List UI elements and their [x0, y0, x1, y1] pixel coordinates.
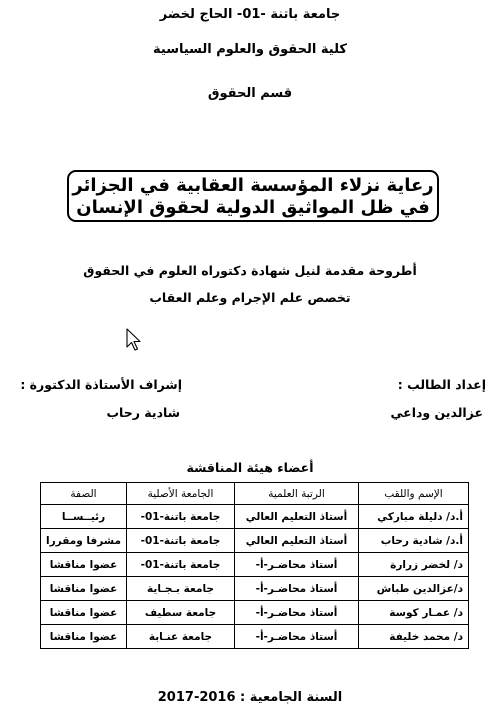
member-rank: أستاذ محاضـر-أ-: [235, 553, 359, 577]
table-row: [41, 529, 469, 553]
academic-year: السنة الجامعية : 2016-2017: [157, 690, 343, 705]
member-university: جامعة سطيف: [127, 601, 235, 625]
member-rank: أستاذ محاضـر-أ-: [235, 601, 359, 625]
student-name: عزالدين وداعي: [390, 405, 483, 420]
thesis-degree: أطروحة مقدمة لنيل شهادة دكتوراه العلوم في الحقوق: [83, 263, 417, 278]
table-row: [41, 505, 469, 529]
member-name: د/ محمد خليفة: [359, 625, 469, 649]
column-header: الرتبة العلمية: [235, 483, 359, 505]
member-name: أ.د/ دليلة مباركي: [359, 505, 469, 529]
member-name: د/ لخضر زرارة: [359, 553, 469, 577]
column-header: الإسم واللقب: [359, 483, 469, 505]
table-row: [41, 577, 469, 601]
university-name: جامعة باتنة -01- الحاج لخضر: [159, 7, 341, 22]
committee-heading: أعضاء هيئة المناقشة: [186, 460, 314, 475]
member-role: عضوا مناقشا: [41, 625, 127, 649]
faculty-name: كلية الحقوق والعلوم السياسية: [153, 42, 347, 57]
member-university: جامعة بـجـاية: [127, 577, 235, 601]
table-row: [41, 601, 469, 625]
department-name: قسم الحقوق: [207, 86, 293, 101]
member-name: أ.د/ شادية رحاب: [359, 529, 469, 553]
member-role: مشرفا ومقررا: [41, 529, 127, 553]
member-rank: أستاذ التعليم العالي: [235, 529, 359, 553]
supervisor-name: شادية رحاب: [106, 405, 180, 420]
supervisor-label: إشراف الأستاذة الدكتورة :: [20, 377, 182, 392]
member-rank: أستاذ التعليم العالي: [235, 505, 359, 529]
table-row: [41, 625, 469, 649]
thesis-title-line1: رعاية نزلاء المؤسسة العقابية في الجزائر: [72, 175, 434, 196]
member-university: جامعة باتنة-01-: [127, 529, 235, 553]
member-rank: أستاذ محاضـر-أ-: [235, 577, 359, 601]
thesis-title-box: [67, 170, 439, 222]
member-name: د/ عمـار كوسة: [359, 601, 469, 625]
column-header: الجامعة الأصلية: [127, 483, 235, 505]
committee-header-row: [41, 483, 469, 505]
member-role: رئيــســا: [41, 505, 127, 529]
table-row: [41, 553, 469, 577]
member-rank: أستاذ محاضـر-أ-: [235, 625, 359, 649]
thesis-specialty: تخصص علم الإجرام وعلم العقاب: [149, 290, 351, 305]
mouse-cursor-icon: [126, 328, 142, 352]
member-role: عضوا مناقشا: [41, 601, 127, 625]
column-header: الصفة: [41, 483, 127, 505]
member-university: جامعة عنـابة: [127, 625, 235, 649]
member-university: جامعة باتنة-01-: [127, 553, 235, 577]
member-role: عضوا مناقشا: [41, 577, 127, 601]
member-role: عضوا مناقشا: [41, 553, 127, 577]
thesis-title-line2: في ظل المواثيق الدولية لحقوق الإنسان: [76, 197, 430, 218]
committee-table: [40, 482, 469, 649]
student-label: إعداد الطالب :: [397, 377, 486, 392]
member-university: جامعة باتنة-01-: [127, 505, 235, 529]
member-name: د/عزالدين طباش: [359, 577, 469, 601]
